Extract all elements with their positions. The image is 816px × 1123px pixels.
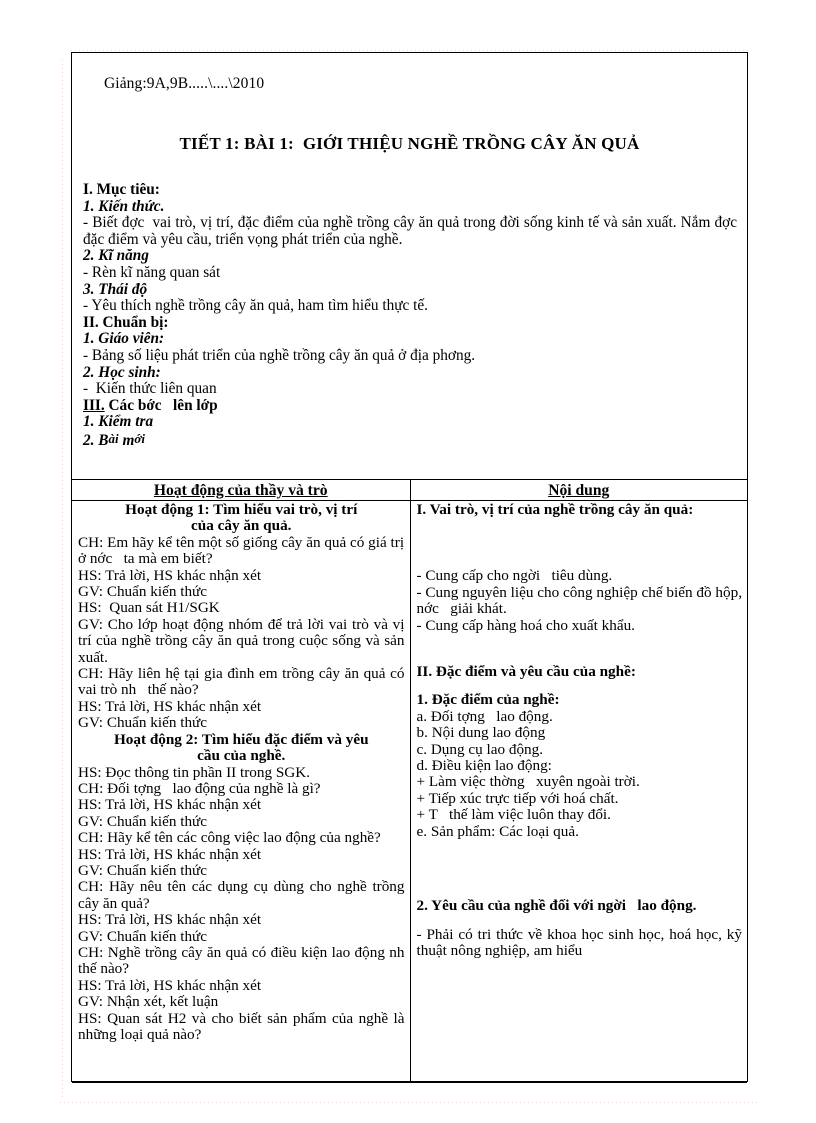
- section-heading-giao-vien: 1. Giáo viên:: [83, 330, 165, 348]
- content-spacer-1: [417, 518, 743, 568]
- activity-line-hs-1: HS: Trả lời, HS khác nhận xét: [78, 566, 262, 584]
- activity-2-heading-line-2: cầu của nghề.: [197, 747, 286, 765]
- content-item-d-sub-1: + Làm việc thờng xuyên ngoài trời.: [416, 773, 640, 791]
- table-header-row: [72, 480, 747, 501]
- table-header-content-label: Nội dung: [548, 482, 610, 499]
- activity-line-ch-1: CH: Em hãy kể tên một số giống cây ăn quả có giá trị ở nớc ta mà em biết?: [78, 533, 408, 568]
- table-header-content: [410, 480, 747, 501]
- activity-line-ch-5: CH: Hãy nêu tên các dụng cụ dùng cho nghề trồng cây ăn quả?: [78, 878, 409, 912]
- section-heading-cac-buoc-len-lop-text: Các bớc lên lớp: [104, 396, 218, 414]
- scan-artifact-bottom: [60, 1102, 760, 1103]
- bai-moi-space: m: [118, 431, 135, 449]
- section-heading-chuan-bi: II. Chuẩn bị:: [83, 313, 169, 331]
- section-text-ki-nang: - Rèn kĩ năng quan sát: [83, 264, 221, 282]
- table-header-activities-label: Hoạt động của thầy và trò: [153, 482, 328, 499]
- activity-line-hs-9: HS: Quan sát H2 và cho biết sản phẩm của nghề là những loại quả nào?: [78, 1009, 409, 1043]
- activity-line-gv-7: GV: Nhận xét, kết luận: [78, 993, 219, 1011]
- activity-line-gv-5: GV: Chuẩn kiến thức: [78, 861, 208, 879]
- content-heading-i: I. Vai trò, vị trí của nghề trồng cây ăn quả:: [416, 501, 694, 518]
- section-heading-ki-nang: 2. Kĩ năng: [83, 247, 149, 265]
- content-heading-ii-1: 1. Đặc điểm của nghề:: [416, 691, 560, 709]
- content-item-a: a. Đối tợng lao động.: [416, 707, 553, 725]
- section-heading-bai-moi: [83, 431, 737, 450]
- table-cell-activities: [72, 501, 416, 1083]
- activity-line-ch-6: CH: Nghề trồng cây ăn quả có điều kiện lao động nh thế nào?: [78, 943, 416, 978]
- content-requirement-1: - Phải có tri thức về khoa học sinh học, hoá học, kỹ thuật nông nghiệp, am hiểu: [416, 925, 746, 959]
- activity-1-heading-line-1: Hoạt động 1: Tìm hiểu vai trò, vị trí: [125, 501, 358, 518]
- bai-moi-base: 2. B: [83, 431, 109, 449]
- activity-line-gv-2: GV: Cho lớp hoạt động nhóm để trả lời vai trò và vị trí của nghề trồng cây ăn quả trong cuộc sống và sản xuất.: [78, 615, 409, 666]
- content-bullet-3: - Cung cấp hàng hoá cho xuất khẩu.: [416, 616, 635, 634]
- section-heading-muc-tieu: I. Mục tiêu:: [83, 181, 160, 199]
- bai-moi-sup: ới: [134, 430, 145, 446]
- scan-artifact-top: [71, 50, 749, 51]
- section-text-giao-vien: - Bảng số liệu phát triển của nghề trồng cây ăn quả ở địa phơng.: [83, 346, 476, 364]
- section-heading-thai-do: 3. Thái độ: [83, 280, 148, 298]
- activity-line-hs-3: HS: Trả lời, HS khác nhận xét: [78, 697, 262, 715]
- content-heading-ii-2: 2. Yêu cầu của nghề đối với ngời lao động.: [416, 897, 697, 915]
- content-heading-ii: II. Đặc điểm và yêu cầu của nghề:: [416, 663, 636, 681]
- content-spacer-5: [417, 915, 743, 927]
- activity-line-ch-4: CH: Hãy kể tên các công việc lao động của nghề?: [78, 829, 381, 847]
- activity-line-gv-4: GV: Chuẩn kiến thức: [78, 812, 208, 830]
- content-item-c: c. Dụng cụ lao động.: [416, 740, 544, 758]
- content-item-e: e. Sản phẩm: Các loại quả.: [416, 822, 579, 840]
- table-cell-content: [410, 501, 747, 1083]
- activity-line-hs-4: HS: Đọc thông tin phần II trong SGK.: [78, 763, 311, 781]
- activity-line-hs-2: HS: Quan sát H1/SGK: [78, 599, 220, 617]
- content-spacer-2: [417, 634, 743, 664]
- activity-line-gv-1: GV: Chuẩn kiến thức: [78, 583, 208, 601]
- activity-2-heading-line-1: Hoạt động 2: Tìm hiểu đặc điểm và yêu: [113, 730, 369, 748]
- section-heading-cac-buoc-len-lop: [83, 398, 737, 415]
- activity-line-ch-3: CH: Đối tợng lao động của nghề là gì?: [78, 779, 321, 797]
- bai-moi-mid: ài: [108, 430, 119, 446]
- lesson-activity-table: [72, 479, 747, 1083]
- section-text-kien-thuc: - Biết đợc vai trò, vị trí, đặc điểm của nghề trồng cây ăn quả trong đời sống kinh tế và sản xuất. Nắm đợc đặc điểm và yêu cầu, triển vọng phát triển của nghề.: [83, 214, 745, 248]
- section-heading-kiem-tra: 1. Kiểm tra: [83, 413, 154, 431]
- activity-line-gv-3: GV: Chuẩn kiến thức: [78, 714, 208, 732]
- content-item-d-sub-3: + T thế làm việc luôn thay đổi.: [416, 806, 611, 824]
- content-bullet-1: - Cung cấp cho ngời tiêu dùng.: [416, 567, 613, 585]
- section-heading-kien-thuc: 1. Kiến thức.: [83, 197, 165, 215]
- activity-line-ch-2: CH: Hãy liên hệ tại gia đình em trồng cây ăn quả có vai trò nh thế nào?: [78, 665, 409, 699]
- document-page: [71, 52, 748, 1082]
- content-bullet-2: - Cung nguyên liệu cho công nghiệp chế biến đồ hộp, nớc giải khát.: [416, 583, 746, 618]
- table-body-row: [72, 501, 747, 1083]
- section-numeral-iii: III.: [83, 396, 105, 414]
- content-item-d-sub-2: + Tiếp xúc trực tiếp với hoá chất.: [416, 789, 619, 807]
- objectives-block: [72, 182, 747, 450]
- activity-line-hs-8: HS: Trả lời, HS khác nhận xét: [78, 976, 262, 994]
- content-spacer-4: [417, 840, 743, 898]
- activities-column-body: [72, 501, 416, 1043]
- table-header-activities: [72, 480, 410, 501]
- activity-line-hs-5: HS: Trả lời, HS khác nhận xét: [78, 796, 262, 814]
- content-item-b: b. Nội dung lao động: [416, 724, 546, 742]
- content-item-d: d. Điều kiện lao động:: [416, 757, 552, 775]
- activity-line-gv-6: GV: Chuẩn kiến thức: [78, 927, 208, 945]
- content-column-body: [411, 501, 748, 959]
- scan-artifact-left: [62, 60, 63, 1100]
- activity-line-hs-7: HS: Trả lời, HS khác nhận xét: [78, 911, 262, 929]
- activity-1-heading-line-2: của cây ăn quả.: [191, 517, 292, 535]
- page-title: TIẾT 1: BÀI 1: GIỚI THIỆU NGHỀ TRỒNG CÂY ĂN QUẢ: [179, 134, 640, 154]
- activity-line-hs-6: HS: Trả lời, HS khác nhận xét: [78, 845, 262, 863]
- section-text-hoc-sinh: - Kiến thức liên quan: [83, 380, 217, 398]
- section-text-thai-do: - Yêu thích nghề trồng cây ăn quả, ham tìm hiểu thực tế.: [83, 297, 429, 315]
- section-heading-hoc-sinh: 2. Học sinh:: [83, 363, 161, 381]
- lesson-date-line: Giảng:9A,9B.....\....\2010: [104, 75, 265, 92]
